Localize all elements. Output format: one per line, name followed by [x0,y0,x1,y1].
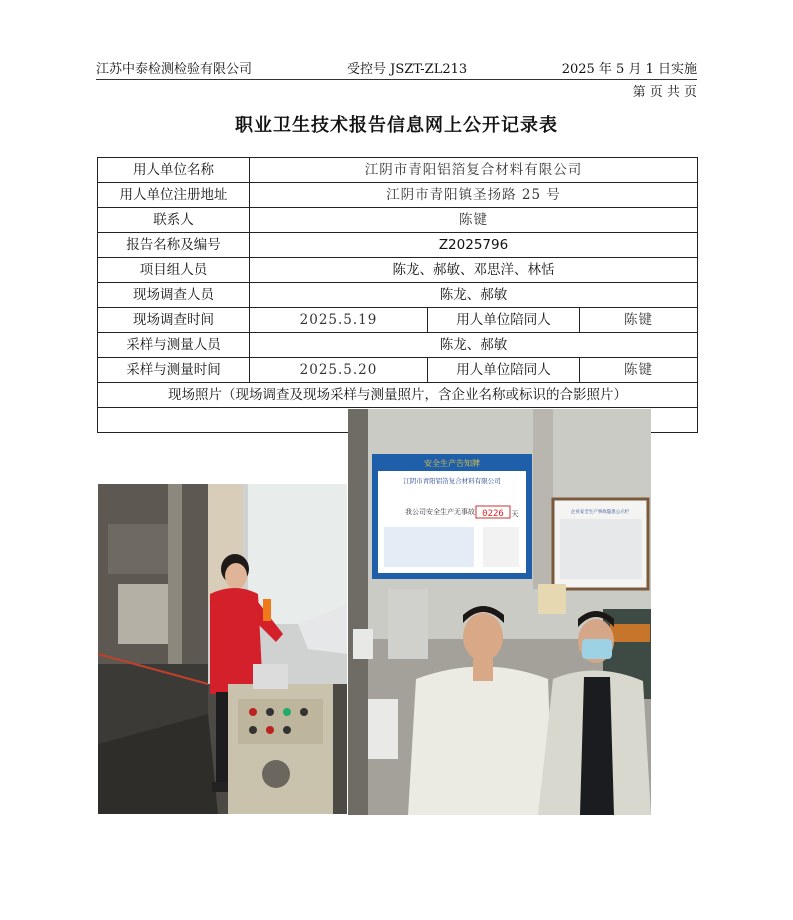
report-value: Z2025796 [250,233,698,258]
survey-time-value: 2025.5.19 [250,308,428,333]
sampling-time-label: 采样与测量时间 [98,358,250,383]
board-days-unit: 天 [511,510,519,518]
sampling-escort-value: 陈键 [580,358,698,383]
row-unit-name [98,158,698,183]
row-sampling-time [98,358,698,383]
row-survey-time [98,308,698,333]
contact-label: 联系人 [98,208,250,233]
row-survey-staff [98,283,698,308]
survey-escort-value: 陈键 [580,308,698,333]
survey-escort-label: 用人单位陪同人 [428,308,580,333]
row-sampling-staff [98,333,698,358]
survey-staff-label: 现场调查人员 [98,283,250,308]
sampling-staff-label: 采样与测量人员 [98,333,250,358]
board2-title: 企业安全生产事故隐患公示栏 [570,510,630,515]
header-page-number: 第 页 共 页 [632,85,697,100]
report-label: 报告名称及编号 [98,233,250,258]
board-title: 安全生产告知牌 [424,459,480,468]
photo-cell [98,408,698,519]
sampling-escort-label: 用人单位陪同人 [428,358,580,383]
unit-address-value: 江阴市青阳镇圣扬路 25 号 [250,183,698,208]
board-company: 江阴市青阳铝箔复合材料有限公司 [403,477,501,485]
photo-section-label: 现场照片（现场调查及现场采样与测量照片，含企业名称或标识的合影照片） [98,383,698,408]
document-title: 职业卫生技术报告信息网上公开记录表 [235,115,558,136]
contact-value: 陈键 [250,208,698,233]
survey-photo-drawing [98,484,347,814]
board-days-number: 0226 [482,509,504,519]
team-value: 陈龙、郝敏、邓思洋、林恬 [250,258,698,283]
survey-staff-value: 陈龙、郝敏 [250,283,698,308]
row-team [98,258,698,283]
unit-name-label: 用人单位名称 [98,158,250,183]
team-label: 项目组人员 [98,258,250,283]
row-photo-label [98,383,698,408]
row-unit-address [98,183,698,208]
survey-time-label: 现场调查时间 [98,308,250,333]
unit-name-value: 江阴市青阳铝箔复合材料有限公司 [250,158,698,183]
header-control-number: 受控号 JSZT-ZL213 [347,62,468,77]
record-table [97,157,698,519]
header-effective-date: 2025 年 5 月 1 日实施 [561,62,697,77]
group-photo-drawing [348,409,651,815]
row-photos [98,408,698,433]
sampling-time-value: 2025.5.20 [250,358,428,383]
header-rule [96,79,697,80]
sampling-staff-value: 陈龙、郝敏 [250,333,698,358]
header-company: 江苏中泰检测检验有限公司 [96,62,253,77]
board-days-text: 我公司安全生产无事故 [405,508,475,516]
group-photo [348,409,651,815]
unit-address-label: 用人单位注册地址 [98,183,250,208]
row-contact [98,208,698,233]
survey-photo [98,484,347,814]
row-report [98,233,698,258]
